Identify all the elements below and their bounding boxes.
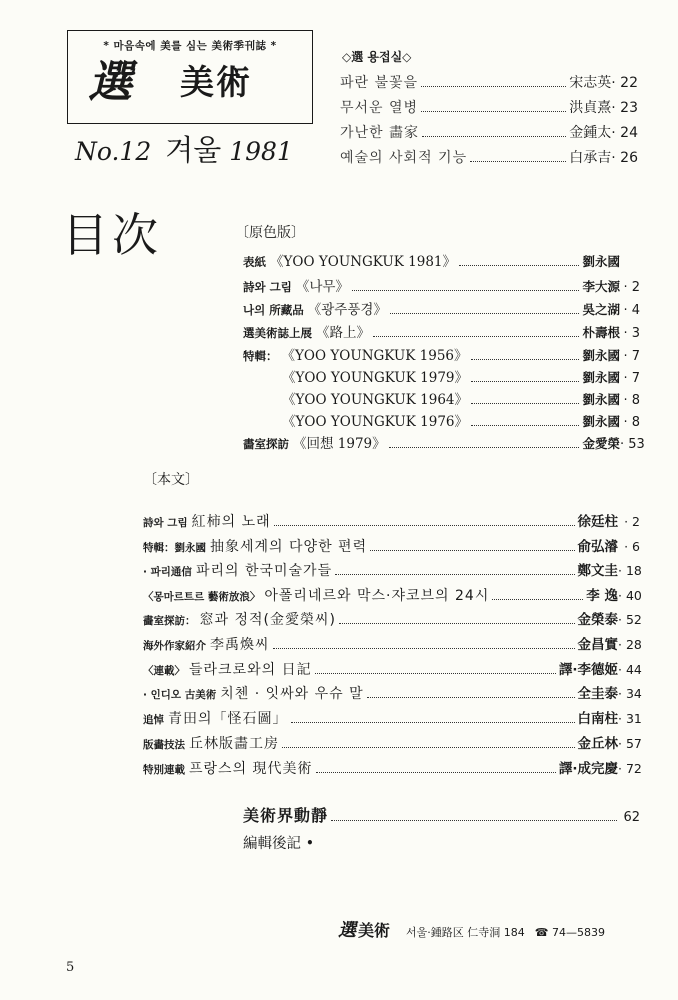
- news-entry[interactable]: [243, 803, 640, 826]
- leader-dots: [331, 820, 617, 821]
- entry-category: 나의 所藏品: [243, 303, 304, 317]
- entry-author: 李大源: [582, 279, 620, 294]
- entry-category: · 인디오 古美術: [143, 689, 217, 701]
- entry-author: 吳之湖: [582, 302, 620, 317]
- footer-address: 서울·鍾路区 仁寺洞 184: [406, 926, 525, 939]
- entry-title: 青田의「怪石圖」: [168, 711, 288, 727]
- entry-author: 劉永國: [582, 414, 620, 429]
- leader-dots: [339, 623, 575, 624]
- leader-dots: [291, 722, 575, 723]
- leader-dots: [315, 673, 556, 674]
- entry-page: · 24: [611, 125, 638, 141]
- color-plate-item[interactable]: [243, 321, 640, 341]
- entry-page: · 40: [618, 588, 642, 603]
- entry-category: 畵室探訪：: [143, 615, 196, 627]
- color-section-label: 〔原色版〕: [235, 225, 305, 241]
- contents-title: 目次: [62, 208, 162, 262]
- leader-dots: [274, 525, 575, 526]
- entry-author: 劉永國: [582, 348, 620, 363]
- entry-author: 朴壽根: [582, 325, 620, 340]
- entry-title: 예술의 사회적 기능: [340, 150, 468, 166]
- entry-category: 追悼: [143, 714, 164, 726]
- entry-page: · 7: [623, 349, 640, 364]
- entry-author: 金榮泰: [577, 612, 618, 628]
- entry-page: · 8: [623, 415, 640, 430]
- issue-info: [75, 128, 293, 169]
- footer: [338, 916, 605, 942]
- entry-title: 아폴리네르와 막스·쟈코브의 24시: [264, 588, 490, 604]
- leader-dots: [471, 359, 580, 360]
- color-plate-item[interactable]: [243, 298, 640, 318]
- leader-dots: [421, 86, 566, 87]
- page-number: 5: [66, 960, 75, 975]
- entry-title: 프랑스의 現代美術: [189, 761, 313, 777]
- entry-page: · 23: [611, 100, 638, 116]
- entry-category: · 파리通信: [143, 566, 192, 578]
- entry-page: · 2: [623, 280, 640, 295]
- leader-dots: [390, 313, 580, 314]
- entry-author: 金丘林: [577, 736, 618, 752]
- color-plate-item[interactable]: [243, 250, 640, 270]
- entry-title: 파란 불꽃을: [340, 75, 419, 91]
- leader-dots: [470, 161, 566, 162]
- issue-number: No.12: [75, 137, 152, 166]
- leader-dots: [316, 772, 556, 773]
- article-item[interactable]: [143, 757, 640, 778]
- footer-logo-text: 美術: [358, 921, 391, 940]
- entry-category: 畵室探訪: [243, 437, 289, 451]
- leader-dots: [459, 265, 579, 266]
- article-item[interactable]: [143, 633, 640, 654]
- leader-dots: [335, 574, 574, 575]
- color-plate-item[interactable]: [282, 366, 640, 386]
- article-item[interactable]: [143, 608, 640, 629]
- editor-note: 編輯後記 •: [243, 836, 315, 852]
- entry-category: 詩와 그림: [243, 280, 292, 294]
- entry-author: 金愛榮: [582, 436, 620, 451]
- color-plate-item[interactable]: [243, 432, 645, 452]
- article-item[interactable]: [143, 584, 640, 605]
- article-item[interactable]: [143, 707, 640, 728]
- masthead-slogan: * 마음속에 美를 심는 美術季刊誌 *: [103, 40, 277, 52]
- footer-phone: ☎ 74—5839: [534, 926, 605, 939]
- leader-dots: [492, 599, 583, 600]
- entry-title: 窓과 정적(金愛榮씨): [199, 612, 336, 628]
- recent-column-title: ◇選 용접실◇: [342, 50, 412, 64]
- entry-title: 紅柿의 노래: [191, 514, 271, 530]
- entry-author: 徐廷柱: [577, 514, 618, 530]
- leader-dots: [421, 111, 566, 112]
- entry-title: 《路上》: [316, 325, 370, 341]
- entry-title: 《광주풍경》: [307, 302, 387, 318]
- magazine-logo-mark: 選: [88, 57, 132, 108]
- color-plate-item[interactable]: [282, 388, 640, 408]
- entry-category: 海外作家紹介: [143, 640, 206, 652]
- entry-page: · 22: [611, 75, 638, 91]
- entry-title: 《回想 1979》: [293, 436, 386, 452]
- entry-author: 金昌實: [577, 637, 618, 653]
- entry-category: 特輯：劉永國: [143, 542, 206, 554]
- entry-title: 李禹煥씨: [210, 637, 270, 653]
- leader-dots: [471, 403, 579, 404]
- entry-title: 《YOO YOUNGKUK 1981》: [270, 254, 457, 270]
- entry-title: 丘林版畵工房: [189, 736, 279, 752]
- magazine-logo-text: 美術: [180, 63, 252, 103]
- leader-dots: [471, 381, 579, 382]
- entry-category: 〈몽마르트르 藝術放浪〉: [143, 591, 261, 603]
- entry-author: 劉永國: [582, 392, 620, 407]
- entry-author: 劉永國: [582, 254, 620, 269]
- entry-page: · 31: [618, 711, 642, 726]
- entry-author: 洪貞熹: [569, 100, 612, 116]
- recent-column-item[interactable]: [340, 122, 638, 142]
- entry-title: 《나무》: [295, 279, 349, 295]
- entry-page: · 28: [618, 637, 642, 652]
- entry-author: 鄭文圭: [577, 563, 618, 579]
- entry-author: 宋志英: [569, 75, 612, 91]
- color-plate-item[interactable]: [243, 275, 640, 295]
- entry-page: · 52: [618, 612, 642, 627]
- entry-title: 가난한 畵家: [340, 125, 420, 141]
- entry-category: 版畵技法: [143, 739, 185, 751]
- leader-dots: [373, 336, 579, 337]
- entry-author: 金鍾太: [569, 125, 612, 141]
- entry-title: 파리의 한국미술가들: [195, 563, 333, 579]
- entry-category: 特別連載: [143, 764, 185, 776]
- news-page: 62: [623, 810, 640, 825]
- body-section-label: 〔本文〕: [143, 472, 199, 488]
- entry-page: · 18: [618, 563, 642, 578]
- recent-column-item[interactable]: [340, 97, 638, 117]
- entry-page: · 57: [618, 736, 642, 751]
- issue-season: 겨울: [165, 133, 222, 167]
- leader-dots: [352, 290, 580, 291]
- news-title: 美術界動靜: [243, 806, 329, 825]
- entry-author: 譯·李德姬: [558, 662, 618, 678]
- entry-author: 俞弘濬: [577, 539, 618, 555]
- entry-category: 特輯：: [243, 349, 278, 363]
- entry-author: 白承吉: [569, 150, 612, 166]
- recent-column-item[interactable]: [340, 147, 638, 167]
- entry-title: 《YOO YOUNGKUK 1976》: [282, 414, 469, 430]
- entry-title: 무서운 열병: [340, 100, 419, 116]
- entry-page: · 8: [623, 393, 640, 408]
- leader-dots: [422, 136, 566, 137]
- entry-page: · 2: [624, 514, 640, 529]
- entry-page: · 7: [623, 371, 640, 386]
- article-item[interactable]: [143, 732, 640, 753]
- entry-title: 치첸 · 잇싸와 우슈 말: [220, 686, 364, 702]
- article-item[interactable]: [143, 510, 640, 531]
- entry-title: 들라크로와의 日記: [189, 662, 312, 678]
- leader-dots: [282, 747, 575, 748]
- entry-category: 選美術誌上展: [243, 326, 312, 340]
- footer-logo-mark: 選: [338, 920, 356, 941]
- issue-year: 1981: [229, 137, 293, 166]
- color-plate-item[interactable]: [282, 410, 640, 430]
- entry-page: · 34: [618, 686, 642, 701]
- entry-title: 《YOO YOUNGKUK 1979》: [282, 370, 469, 386]
- color-plate-item[interactable]: [243, 344, 640, 364]
- entry-page: · 3: [623, 326, 640, 341]
- entry-author: 全圭泰: [577, 686, 618, 702]
- masthead-box: [67, 30, 313, 124]
- leader-dots: [273, 648, 575, 649]
- entry-page: · 44: [618, 662, 642, 677]
- article-item[interactable]: [143, 658, 640, 679]
- leader-dots: [367, 697, 575, 698]
- leader-dots: [471, 425, 579, 426]
- article-item[interactable]: [143, 535, 640, 556]
- entry-author: 劉永國: [582, 370, 620, 385]
- entry-page: · 4: [623, 303, 640, 318]
- entry-page: · 72: [618, 761, 642, 776]
- entry-author: 白南柱: [577, 711, 618, 727]
- entry-page: · 53: [620, 437, 645, 452]
- leader-dots: [389, 447, 580, 448]
- entry-category: 表紙: [243, 255, 266, 269]
- entry-title: 《YOO YOUNGKUK 1964》: [282, 392, 469, 408]
- article-item[interactable]: [143, 682, 640, 703]
- entry-category: 〈連載〉: [143, 665, 185, 677]
- recent-column-item[interactable]: [340, 72, 638, 92]
- article-item[interactable]: [143, 559, 640, 580]
- entry-category: 詩와 그림: [143, 517, 188, 529]
- leader-dots: [370, 550, 574, 551]
- entry-title: 抽象세계의 다양한 편력: [210, 539, 368, 555]
- entry-page: · 26: [611, 150, 638, 166]
- entry-title: 《YOO YOUNGKUK 1956》: [281, 348, 468, 364]
- entry-author: 李 逸: [586, 588, 618, 604]
- entry-author: 譯·成完慶: [558, 761, 618, 777]
- entry-page: · 6: [624, 539, 640, 554]
